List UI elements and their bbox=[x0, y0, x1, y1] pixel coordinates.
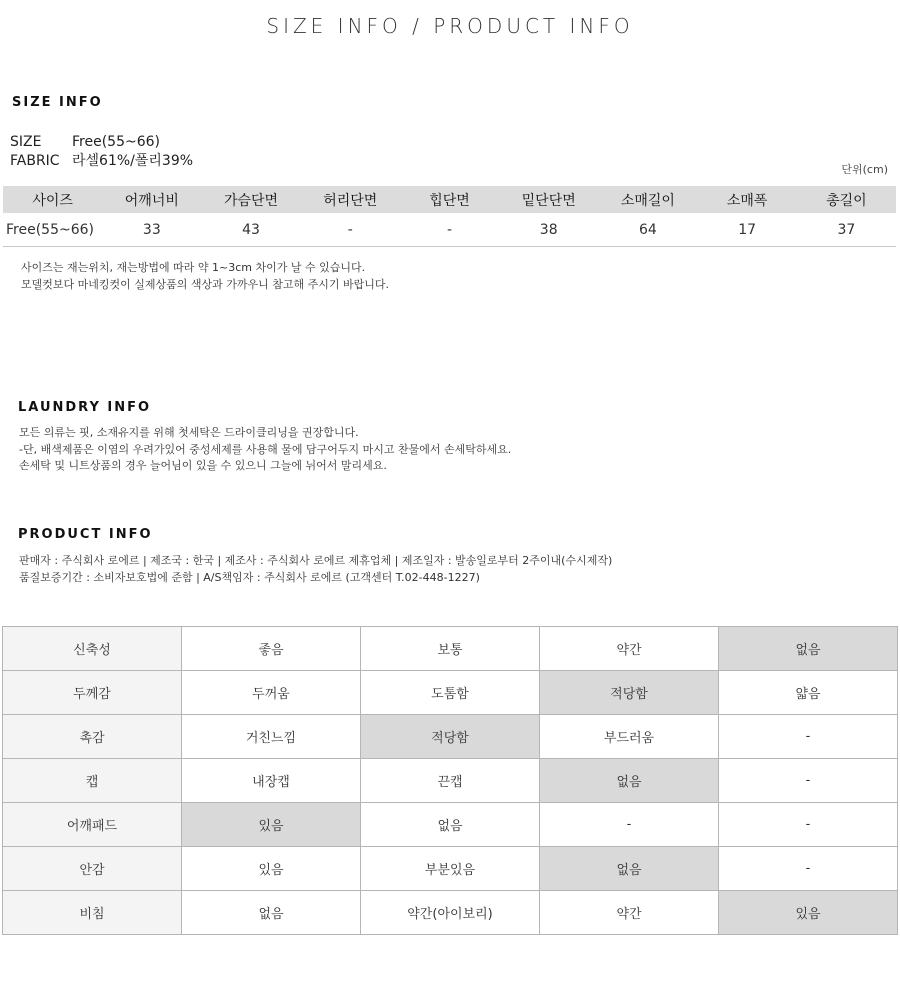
spec-size-row bbox=[10, 134, 160, 150]
detail-option: 보통 bbox=[361, 627, 540, 671]
size-col-header: 밑단단면 bbox=[499, 186, 598, 213]
detail-option: 내장캡 bbox=[182, 759, 361, 803]
unit-label: 단위(cm) bbox=[841, 163, 888, 176]
size-col-header: 총길이 bbox=[797, 186, 896, 213]
size-col-header: 힙단면 bbox=[400, 186, 499, 213]
size-cell: 33 bbox=[102, 213, 201, 247]
detail-option: 부분있음 bbox=[361, 847, 540, 891]
laundry-line: 손세탁 및 니트상품의 경우 늘어님이 있을 수 있으니 그늘에 뉘어서 말리세요. bbox=[19, 459, 387, 472]
table-row bbox=[3, 847, 898, 891]
detail-row-label: 안감 bbox=[3, 847, 182, 891]
detail-option-selected: 있음 bbox=[182, 803, 361, 847]
detail-option: 도톰함 bbox=[361, 671, 540, 715]
size-note-line: 모델컷보다 마네킹컷이 실제상품의 색상과 가까우니 참고해 주시기 바랍니다. bbox=[21, 277, 390, 291]
detail-row-label: 비침 bbox=[3, 891, 182, 935]
detail-row-label: 캡 bbox=[3, 759, 182, 803]
size-note-line: 사이즈는 재는위치, 재는방법에 따라 약 1~3cm 차이가 날 수 있습니다. bbox=[21, 261, 366, 274]
detail-option: 없음 bbox=[361, 803, 540, 847]
product-info-heading: PRODUCT INFO bbox=[18, 527, 153, 542]
product-detail-table bbox=[2, 626, 898, 935]
table-row bbox=[3, 715, 898, 759]
spec-size-key: SIZE bbox=[10, 134, 42, 150]
table-row bbox=[3, 759, 898, 803]
spec-size-value: Free(55~66) bbox=[72, 134, 160, 150]
size-table-header-row bbox=[3, 186, 896, 213]
size-cell: - bbox=[400, 213, 499, 247]
table-row bbox=[3, 803, 898, 847]
size-notes bbox=[21, 260, 389, 293]
product-detail-body bbox=[3, 627, 898, 935]
detail-option: 거친느낌 bbox=[182, 715, 361, 759]
size-cell: 64 bbox=[598, 213, 697, 247]
detail-option: - bbox=[719, 847, 898, 891]
detail-option: 약간(아이보리) bbox=[361, 891, 540, 935]
size-col-header: 가슴단면 bbox=[201, 186, 300, 213]
spec-fabric-value: 라셀61%/폴리39% bbox=[72, 153, 194, 169]
table-row bbox=[3, 891, 898, 935]
size-col-header: 사이즈 bbox=[3, 186, 102, 213]
detail-option: 얇음 bbox=[719, 671, 898, 715]
size-cell: 37 bbox=[797, 213, 896, 247]
detail-option: 있음 bbox=[182, 847, 361, 891]
size-info-heading: SIZE INFO bbox=[12, 95, 103, 110]
detail-option: 약간 bbox=[540, 627, 719, 671]
detail-option: - bbox=[719, 803, 898, 847]
detail-option-selected: 없음 bbox=[540, 847, 719, 891]
size-cell: - bbox=[301, 213, 400, 247]
detail-option: - bbox=[540, 803, 719, 847]
detail-option: 끈캡 bbox=[361, 759, 540, 803]
size-cell: 38 bbox=[499, 213, 598, 247]
detail-option: 없음 bbox=[182, 891, 361, 935]
spec-fabric-key: FABRIC bbox=[10, 153, 60, 169]
size-cell: Free(55~66) bbox=[3, 213, 102, 247]
detail-option: - bbox=[719, 759, 898, 803]
detail-row-label: 두께감 bbox=[3, 671, 182, 715]
detail-option-selected: 없음 bbox=[719, 627, 898, 671]
size-col-header: 허리단면 bbox=[301, 186, 400, 213]
detail-option-selected: 없음 bbox=[540, 759, 719, 803]
laundry-line: 모든 의류는 핏, 소재유지를 위해 첫세탁은 드라이클리닝을 권장합니다. bbox=[19, 426, 359, 439]
size-col-header: 소매길이 bbox=[598, 186, 697, 213]
size-col-header: 소매폭 bbox=[698, 186, 797, 213]
laundry-lines bbox=[19, 425, 511, 475]
size-table-body bbox=[3, 213, 896, 247]
product-line: 품질보증기간 : 소비자보호법에 준함 | A/S책임자 : 주식회사 로에르 (고객센터 T.02-448-1227) bbox=[19, 570, 480, 584]
table-row bbox=[3, 213, 896, 247]
detail-option: 약간 bbox=[540, 891, 719, 935]
size-cell: 17 bbox=[698, 213, 797, 247]
size-col-header: 어깨너비 bbox=[102, 186, 201, 213]
product-lines bbox=[19, 553, 612, 586]
detail-option-selected: 있음 bbox=[719, 891, 898, 935]
detail-row-label: 촉감 bbox=[3, 715, 182, 759]
detail-option-selected: 적당함 bbox=[540, 671, 719, 715]
size-table bbox=[3, 186, 896, 247]
laundry-line: -단, 배색제품은 이염의 우려가있어 중성세제를 사용해 물에 담구어두지 마시고 찬물에서 손세탁하세요. bbox=[19, 442, 512, 456]
detail-row-label: 신축성 bbox=[3, 627, 182, 671]
page-title: SIZE INFO / PRODUCT INFO bbox=[266, 14, 634, 38]
detail-option-selected: 적당함 bbox=[361, 715, 540, 759]
detail-option: 좋음 bbox=[182, 627, 361, 671]
detail-option: 부드러움 bbox=[540, 715, 719, 759]
detail-option: 두꺼움 bbox=[182, 671, 361, 715]
product-line: 판매자 : 주식회사 로에르 | 제조국 : 한국 | 제조사 : 주식회사 로에르 제휴업체 | 제조일자 : 발송일로부터 2주이내(수시제작) bbox=[19, 554, 613, 567]
detail-option: - bbox=[719, 715, 898, 759]
laundry-info-heading: LAUNDRY INFO bbox=[18, 400, 152, 415]
table-row bbox=[3, 627, 898, 671]
size-cell: 43 bbox=[201, 213, 300, 247]
table-row bbox=[3, 671, 898, 715]
detail-row-label: 어깨패드 bbox=[3, 803, 182, 847]
spec-fabric-row bbox=[10, 150, 193, 170]
